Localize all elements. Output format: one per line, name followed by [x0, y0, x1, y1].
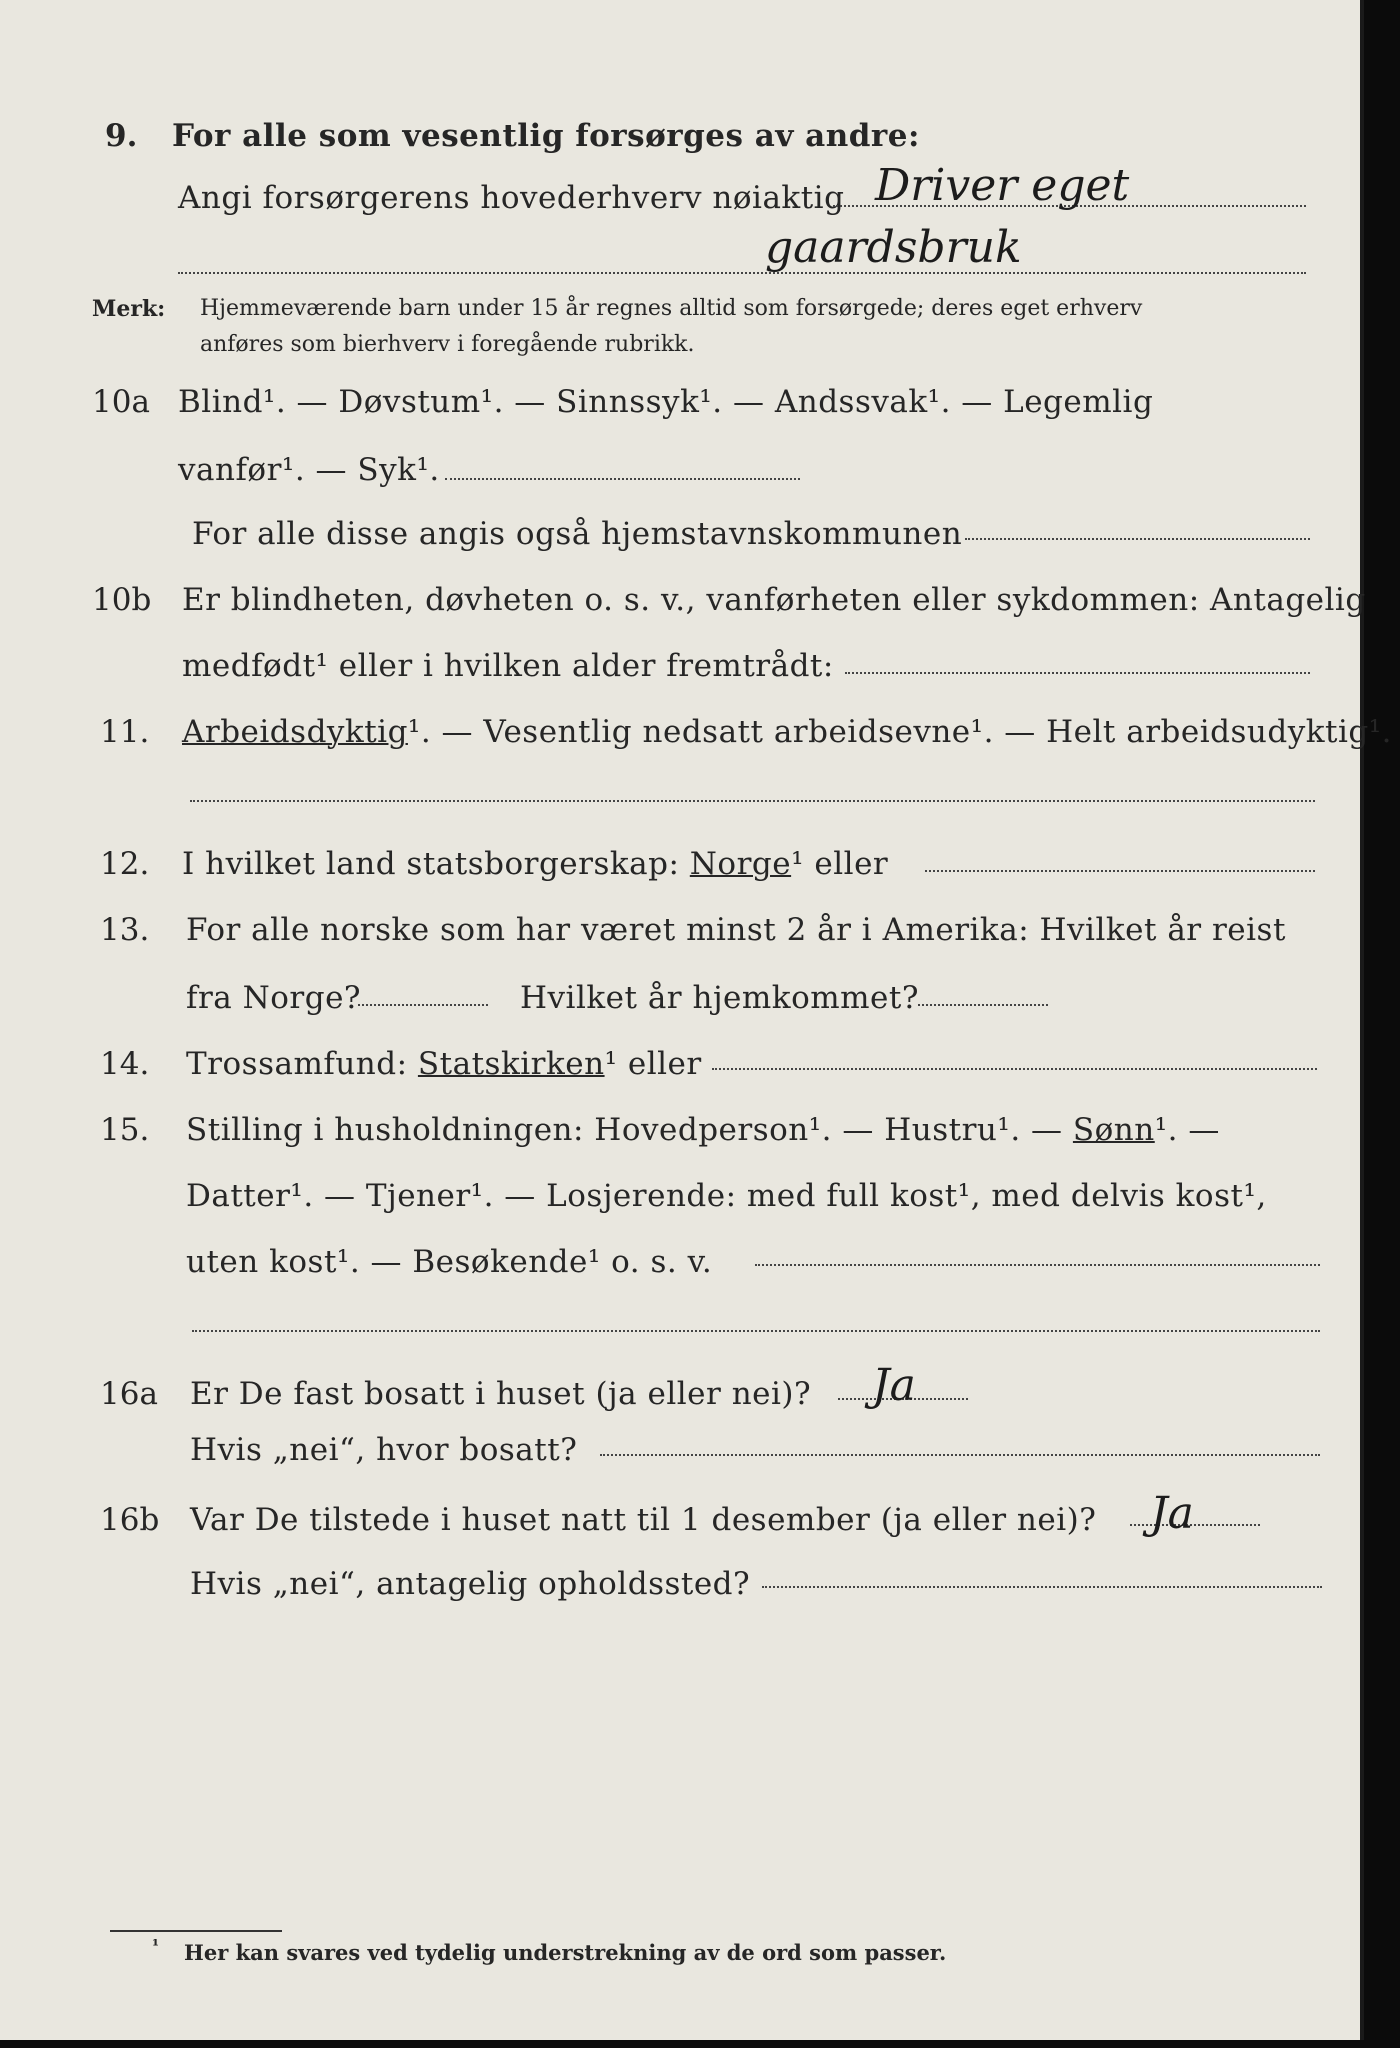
- q10b-line-1: Er blindheten, døvheten o. s. v., vanførheten eller sykdommen: Antagelig: [182, 582, 1366, 618]
- q13-line-1: For alle norske som har været minst 2 år i Amerika: Hvilket år reist: [186, 912, 1286, 948]
- q13-number: 13.: [100, 912, 150, 948]
- q9-number: 9.: [105, 118, 138, 154]
- q10a-line-3: For alle disse angis også hjemstavnskommunen: [192, 516, 963, 552]
- q11-number: 11.: [100, 714, 150, 750]
- q9-handwritten-answer-2: gaardsbruk: [765, 222, 1022, 273]
- footnote-rule: [110, 1930, 282, 1932]
- q16b-answer-line-2[interactable]: [762, 1586, 1322, 1588]
- q15-number: 15.: [100, 1112, 150, 1148]
- q16b-handwritten-answer: Ja: [1150, 1488, 1194, 1539]
- q9-answer-line-2[interactable]: [178, 272, 1306, 274]
- q16a-number: 16a: [100, 1376, 158, 1412]
- q15-rest: ¹. —: [1154, 1112, 1220, 1148]
- q13-part-b: Hvilket år hjemkommet?: [520, 980, 919, 1016]
- q15-line-2: Datter¹. — Tjener¹. — Losjerende: med full kost¹, med delvis kost¹,: [186, 1178, 1267, 1214]
- q12-question: I hvilket land statsborgerskap:: [182, 846, 680, 882]
- q16a-line-1: Er De fast bosatt i huset (ja eller nei)?: [190, 1376, 812, 1412]
- q16a-handwritten-answer: Ja: [872, 1360, 916, 1411]
- q12-answer-line[interactable]: [925, 870, 1315, 872]
- q10b-number: 10b: [92, 582, 152, 618]
- q14-number: 14.: [100, 1046, 150, 1082]
- q9-handwritten-answer-1: Driver eget: [875, 160, 1130, 211]
- footnote-mark: ¹: [152, 1936, 160, 1955]
- q16a-line-2: Hvis „nei“, hvor bosatt?: [190, 1432, 578, 1468]
- q10a-line-1: Blind¹. — Døvstum¹. — Sinnssyk¹. — Andssvak¹. — Legemlig: [178, 384, 1154, 420]
- q16a-answer-line-2[interactable]: [600, 1454, 1320, 1456]
- q14-question: Trossamfund:: [186, 1046, 408, 1082]
- q13-answer-line-b[interactable]: [918, 1004, 1048, 1006]
- q12-rest: ¹ eller: [791, 846, 889, 882]
- q11-answer-line[interactable]: [190, 800, 1315, 802]
- merk-line-1: Hjemmeværende barn under 15 år regnes alltid som forsørgede; deres eget erhverv: [200, 296, 1143, 321]
- q14-rest: ¹ eller: [604, 1046, 702, 1082]
- q12-number: 12.: [100, 846, 150, 882]
- q10b-line-2: medfødt¹ eller i hvilken alder fremtrådt:: [182, 648, 834, 684]
- q14-line: [186, 1046, 702, 1082]
- q15-line-1: [186, 1112, 1220, 1148]
- q9-title: For alle som vesentlig forsørges av andre:: [172, 118, 920, 154]
- q14-answer-underlined: Statskirken: [417, 1046, 605, 1082]
- q10a-answer-line-2[interactable]: [965, 538, 1310, 540]
- q15-line-3: uten kost¹. — Besøkende¹ o. s. v.: [186, 1244, 713, 1280]
- q14-answer-line[interactable]: [712, 1068, 1317, 1070]
- merk-label: Merk:: [92, 296, 166, 322]
- q10a-line-2: vanfør¹. — Syk¹.: [178, 452, 440, 488]
- q16b-number: 16b: [100, 1502, 160, 1538]
- footnote-text: Her kan svares ved tydelig understrekning av de ord som passer.: [184, 1940, 947, 1965]
- q16b-line-2: Hvis „nei“, antagelig opholdssted?: [190, 1566, 751, 1602]
- q10b-answer-line[interactable]: [845, 672, 1310, 674]
- q13-part-a: fra Norge?: [186, 980, 362, 1016]
- merk-line-2: anføres som bierhverv i foregående rubrikk.: [200, 332, 695, 357]
- q10a-number: 10a: [92, 384, 150, 420]
- q9-line: Angi forsørgerens hovederhverv nøiaktig: [178, 180, 845, 216]
- q11-line: [182, 714, 1392, 750]
- q15-question: Stilling i husholdningen: Hovedperson¹. — Hustru¹. —: [186, 1112, 1063, 1148]
- q11-rest: ¹. — Vesentlig nedsatt arbeidsevne¹. — Helt arbeidsudyktig¹.: [407, 714, 1393, 750]
- q11-answer-underlined: Arbeidsdyktig: [182, 714, 408, 750]
- q10a-answer-line-1[interactable]: [445, 478, 800, 480]
- q16b-line-1: Var De tilstede i huset natt til 1 desember (ja eller nei)?: [190, 1502, 1097, 1538]
- q15-answer-line-2[interactable]: [192, 1330, 1320, 1332]
- q13-answer-line-a[interactable]: [358, 1004, 488, 1006]
- q12-line: [182, 846, 888, 882]
- q12-answer-underlined: Norge: [689, 846, 792, 882]
- q15-answer-underlined: Sønn: [1072, 1112, 1155, 1148]
- q15-answer-line-1[interactable]: [755, 1264, 1320, 1266]
